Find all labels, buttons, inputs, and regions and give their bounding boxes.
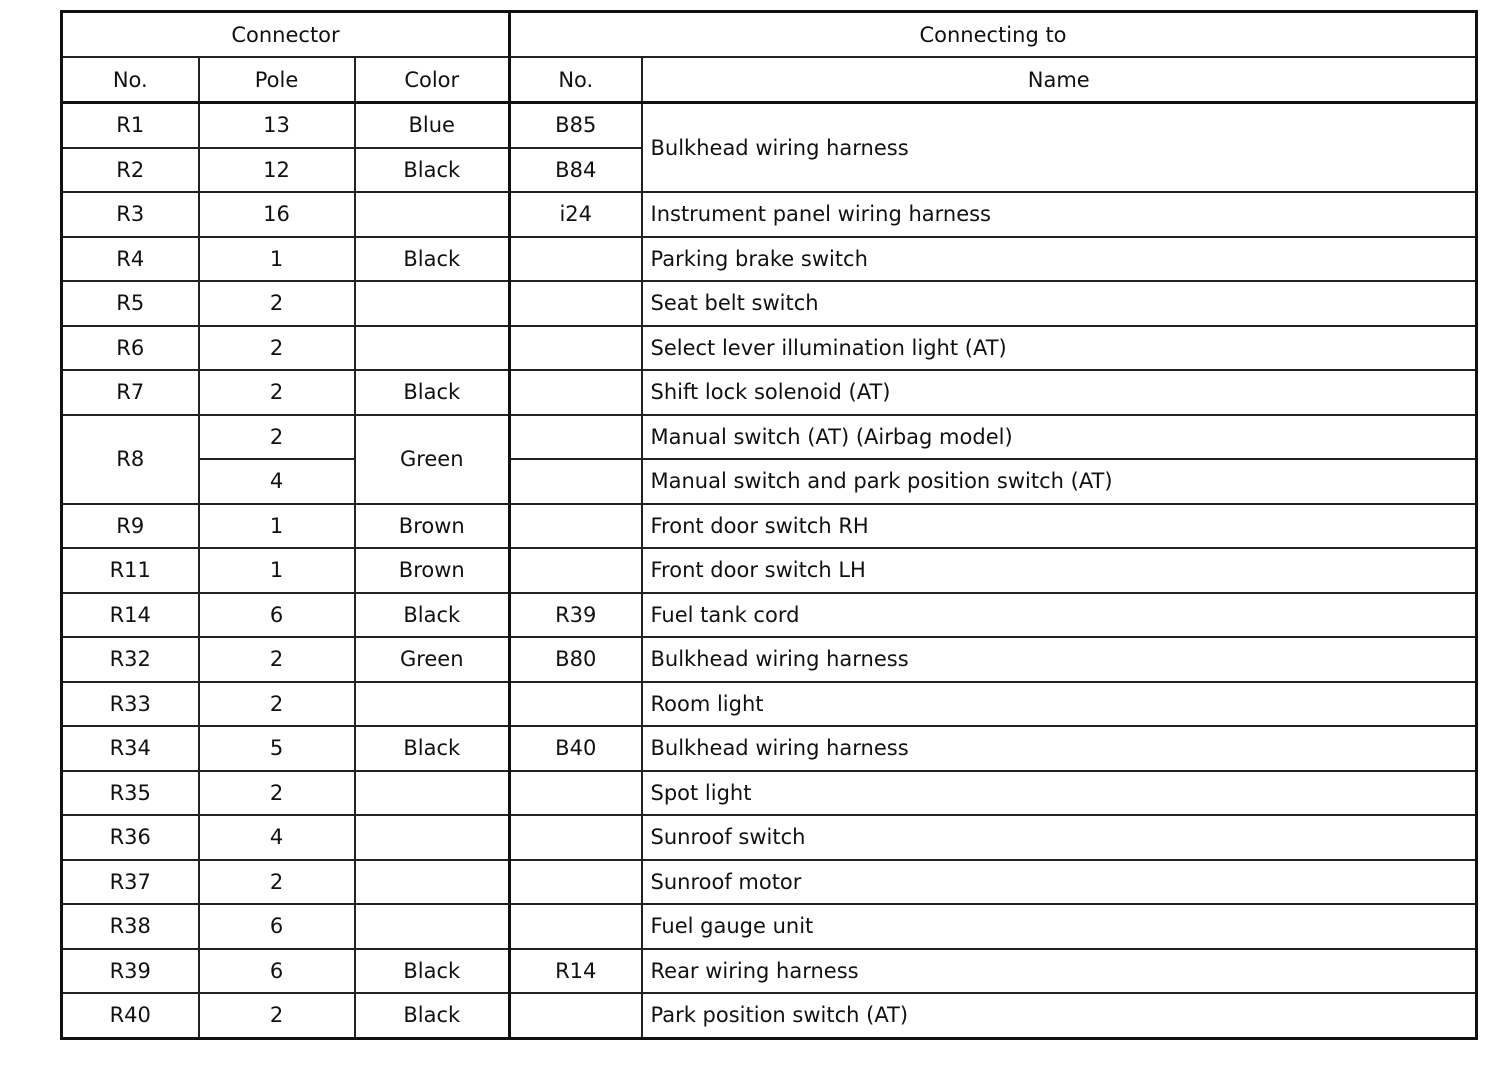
to-no: B85 xyxy=(510,103,642,148)
connector-no: R2 xyxy=(62,148,199,193)
color xyxy=(355,815,510,860)
table-row xyxy=(62,682,1477,727)
connector-no: R8 xyxy=(62,415,199,504)
color: Black xyxy=(355,726,510,771)
connecting-name: Park position switch (AT) xyxy=(642,993,1477,1038)
table-row xyxy=(62,637,1477,682)
color-header: Color xyxy=(355,57,510,103)
connector-no: R11 xyxy=(62,548,199,593)
connector-no: R9 xyxy=(62,504,199,549)
pole: 6 xyxy=(199,593,355,638)
connecting-name: Shift lock solenoid (AT) xyxy=(642,370,1477,415)
to-no: B40 xyxy=(510,726,642,771)
color: Black xyxy=(355,370,510,415)
pole: 4 xyxy=(199,815,355,860)
name-header: Name xyxy=(642,57,1477,103)
to-no xyxy=(510,815,642,860)
connecting-name: Rear wiring harness xyxy=(642,949,1477,994)
pole: 1 xyxy=(199,548,355,593)
color: Green xyxy=(355,637,510,682)
pole-header: Pole xyxy=(199,57,355,103)
connector-no: R7 xyxy=(62,370,199,415)
color xyxy=(355,904,510,949)
to-no xyxy=(510,504,642,549)
table-row xyxy=(62,192,1477,237)
no-header: No. xyxy=(62,57,199,103)
connector-no: R4 xyxy=(62,237,199,282)
table-row xyxy=(62,949,1477,994)
to-no xyxy=(510,771,642,816)
connecting-to-header: Connecting to xyxy=(510,12,1477,58)
to-no: R39 xyxy=(510,593,642,638)
connecting-name: Manual switch and park position switch (AT) xyxy=(642,459,1477,504)
connecting-name: Room light xyxy=(642,682,1477,727)
color: Black xyxy=(355,949,510,994)
pole: 2 xyxy=(199,682,355,727)
connecting-name: Sunroof switch xyxy=(642,815,1477,860)
table-row xyxy=(62,370,1477,415)
color: Brown xyxy=(355,504,510,549)
table-row xyxy=(62,726,1477,771)
table-row xyxy=(62,504,1477,549)
connector-no: R36 xyxy=(62,815,199,860)
to-no xyxy=(510,682,642,727)
table-row xyxy=(62,771,1477,816)
pole: 5 xyxy=(199,726,355,771)
connector-no: R5 xyxy=(62,281,199,326)
color: Black xyxy=(355,148,510,193)
color: Green xyxy=(355,415,510,504)
connecting-name: Instrument panel wiring harness xyxy=(642,192,1477,237)
table-row xyxy=(62,593,1477,638)
color: Black xyxy=(355,593,510,638)
color xyxy=(355,192,510,237)
connector-no: R39 xyxy=(62,949,199,994)
pole: 2 xyxy=(199,370,355,415)
pole: 16 xyxy=(199,192,355,237)
connecting-name: Parking brake switch xyxy=(642,237,1477,282)
pole: 2 xyxy=(199,281,355,326)
color: Brown xyxy=(355,548,510,593)
connecting-name: Fuel tank cord xyxy=(642,593,1477,638)
pole: 1 xyxy=(199,504,355,549)
table-row xyxy=(62,815,1477,860)
to-no xyxy=(510,459,642,504)
to-no xyxy=(510,237,642,282)
connector-no: R14 xyxy=(62,593,199,638)
connector-no: R1 xyxy=(62,103,199,148)
table-row xyxy=(62,281,1477,326)
table-row xyxy=(62,459,1477,504)
connecting-name: Bulkhead wiring harness xyxy=(642,637,1477,682)
to-no: R14 xyxy=(510,949,642,994)
to-no-header: No. xyxy=(510,57,642,103)
to-no xyxy=(510,281,642,326)
connecting-name: Sunroof motor xyxy=(642,860,1477,905)
pole: 2 xyxy=(199,860,355,905)
connecting-name: Select lever illumination light (AT) xyxy=(642,326,1477,371)
pole: 2 xyxy=(199,415,355,460)
pole: 6 xyxy=(199,949,355,994)
color: Black xyxy=(355,993,510,1038)
to-no xyxy=(510,326,642,371)
pole: 1 xyxy=(199,237,355,282)
connector-no: R37 xyxy=(62,860,199,905)
to-no xyxy=(510,904,642,949)
to-no xyxy=(510,370,642,415)
connecting-name: Manual switch (AT) (Airbag model) xyxy=(642,415,1477,460)
pole: 6 xyxy=(199,904,355,949)
color xyxy=(355,860,510,905)
connecting-name: Bulkhead wiring harness xyxy=(642,103,1477,193)
color xyxy=(355,281,510,326)
connector-table xyxy=(60,10,1478,1040)
to-no xyxy=(510,548,642,593)
connector-no: R34 xyxy=(62,726,199,771)
pole: 4 xyxy=(199,459,355,504)
color: Black xyxy=(355,237,510,282)
table-row xyxy=(62,860,1477,905)
header-row-columns xyxy=(62,57,1477,103)
table-row xyxy=(62,415,1477,460)
connecting-name: Front door switch RH xyxy=(642,504,1477,549)
to-no xyxy=(510,860,642,905)
connecting-name: Spot light xyxy=(642,771,1477,816)
pole: 2 xyxy=(199,771,355,816)
pole: 12 xyxy=(199,148,355,193)
color xyxy=(355,771,510,816)
connector-header: Connector xyxy=(62,12,510,58)
pole: 2 xyxy=(199,993,355,1038)
to-no: B84 xyxy=(510,148,642,193)
table-row xyxy=(62,326,1477,371)
table-row xyxy=(62,103,1477,148)
connector-no: R6 xyxy=(62,326,199,371)
connector-no: R3 xyxy=(62,192,199,237)
connecting-name: Seat belt switch xyxy=(642,281,1477,326)
color: Blue xyxy=(355,103,510,148)
connector-no: R32 xyxy=(62,637,199,682)
pole: 2 xyxy=(199,637,355,682)
to-no: i24 xyxy=(510,192,642,237)
table-row xyxy=(62,237,1477,282)
connecting-name: Front door switch LH xyxy=(642,548,1477,593)
table-row xyxy=(62,904,1477,949)
color xyxy=(355,682,510,727)
to-no xyxy=(510,993,642,1038)
header-row-group xyxy=(62,12,1477,58)
connector-no: R33 xyxy=(62,682,199,727)
connector-no: R38 xyxy=(62,904,199,949)
to-no: B80 xyxy=(510,637,642,682)
connector-no: R35 xyxy=(62,771,199,816)
to-no xyxy=(510,415,642,460)
color xyxy=(355,326,510,371)
pole: 2 xyxy=(199,326,355,371)
connecting-name: Bulkhead wiring harness xyxy=(642,726,1477,771)
table-row xyxy=(62,993,1477,1038)
connecting-name: Fuel gauge unit xyxy=(642,904,1477,949)
connector-no: R40 xyxy=(62,993,199,1038)
pole: 13 xyxy=(199,103,355,148)
table-row xyxy=(62,548,1477,593)
